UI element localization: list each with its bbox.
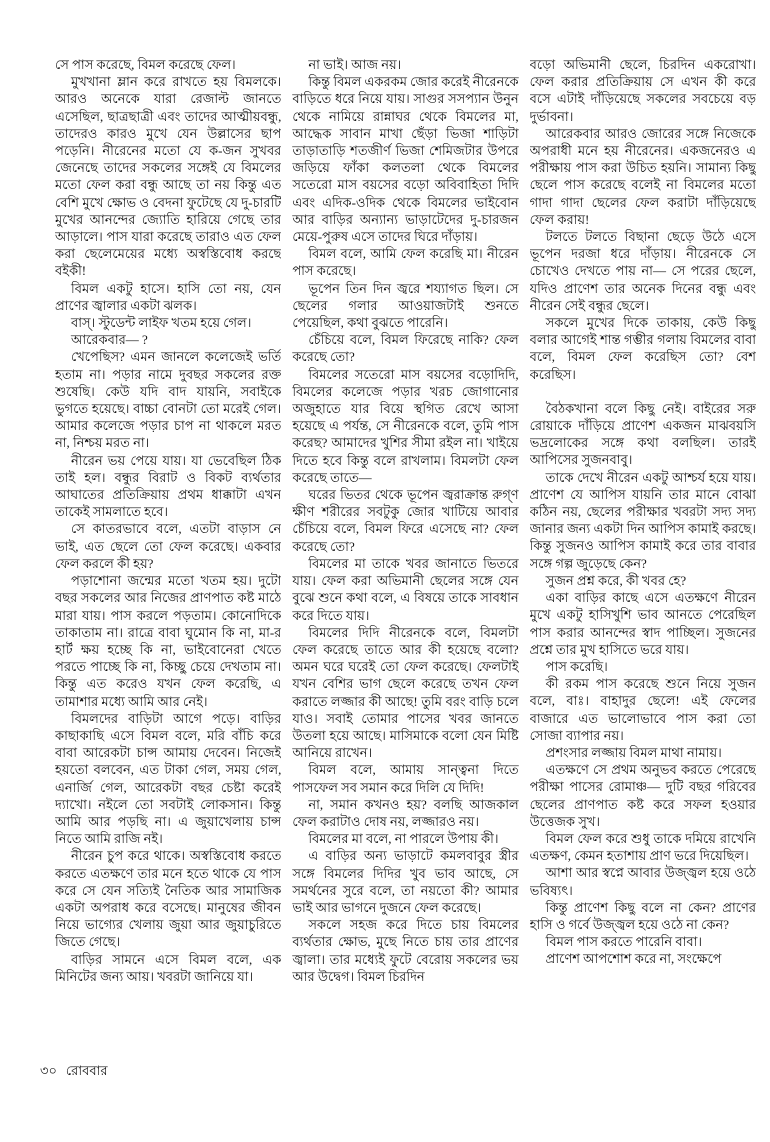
story-paragraph: আরেকবার— ? (71, 332, 148, 348)
story-paragraph: এ বাড়ির অন্য ভাড়াটে কমলবাবুর স্ত্রীর সঙ্গে বিমলের দিদির খুব ভাব আছে, সে সমর্থনের সুরে বলে, তা নয়তো কী? আমার ভাই আর ভাগনে দুজনে ফেল করেছে। (292, 848, 519, 915)
page-footer (40, 1062, 108, 1079)
story-text-body (55, 56, 756, 1051)
story-paragraph: ভূপেন তিন দিন জ্বরে শয্যাগত ছিল। সে ছেলের গলার আওয়াজটাই শুনতে পেয়েছিল, কথা বুঝতে পারেনি। (292, 280, 519, 331)
story-paragraph: বাড়ির সামনে এসে বিমল বলে, এক মিনিটের জন্য আয়। খবরটা জানিয়ে যা। (55, 951, 282, 984)
story-paragraph: একা বাড়ির কাছে এসে এতক্ষণে নীরেন মুখে একটু হাসিখুশি ভাব আনতে পেরেছিল পাস করার আনন্দের স্বাদ পাচ্ছিল। সুজনের প্রশ্নে তার মুখ হাসিতে ভরে যায়। (529, 590, 756, 657)
story-paragraph: সুজন প্রশ্ন করে, কী খবর হে? (545, 572, 687, 588)
story-paragraph: বিমলদের বাড়িটা আগে পড়ে। বাড়ির কাছাকাছি এসে বিমল বলে, মরি বাঁচি করে বাবা আরেকটা চান্স আমায় দেবেন। নিজেই হয়তো বলবেন, এত টাকা গেল, সময় গেল, এনার্জি গেল, আরেকটা বছর চেষ্টা করেই দ্যাখো। নইলে তো সবটাই লোকসান। কিন্তু আমি আর পড়ছি না। এ জুয়াখেলায় চান্স নিতে আমি রাজি নই। (55, 710, 282, 847)
story-paragraph: না ভাই। আজ নয়। (308, 57, 402, 72)
story-paragraph: কী রকম পাস করেছে শুনে নিয়ে সুজন বলে, বাঃ। বাহাদুর ছেলে! এই ফেলের বাজারে এত ভালোভাবে পাস করা তো সোজা ব্যাপার নয়। (529, 676, 756, 743)
story-paragraph: আরেকবার আরও জোরের সঙ্গে নিজেকে অপরাধী মনে হয় নীরেনের। একজনেরও এ পরীক্ষায় পাস করা উচিত হয়নি। সামান্য কিছু ছেলে পাস করেছে বলেই না বিমলের মতো গাদা গাদা ছেলের ফেল করাটা দাঁড়িয়েছে ফেল করায়! (529, 125, 756, 227)
story-paragraph: চেঁচিয়ে বলে, বিমল ফিরেছে নাকি? ফেল করেছে তো? (292, 332, 519, 365)
story-paragraph: ঘরের ভিতর থেকে ভূপেন জ্বরাক্রান্ত রুগ্ণ ক্ষীণ শরীরের সবটুকু জোর খাটিয়ে আবার চেঁচিয়ে বলে, বিমল ফিরে এসেছে না? ফেল করেছে তো? (292, 487, 519, 554)
story-paragraph: বাস্‌। স্টুডেন্ট লাইফ খতম হয়ে গেল। (71, 315, 252, 331)
text-column-middle (292, 56, 518, 1051)
page-number: ৩০ (40, 1063, 57, 1078)
story-paragraph: প্রাণেশ আপশোশ করে না, সংক্ষেপে (545, 951, 722, 967)
story-paragraph: বিমল একটু হাসে। হাসি তো নয়, যেন প্রাণের জ্বালার একটা ঝলক। (55, 280, 282, 313)
story-paragraph: কিন্তু প্রাণেশ কিছু বলে না কেন? প্রাণের হাসি ও গর্বে উজ্জ্বল হয়ে ওঠে না কেন? (529, 899, 756, 932)
story-paragraph: টলতে টলতে বিছানা ছেড়ে উঠে এসে ভূপেন দরজা ধরে দাঁড়ায়। নীরেনকে সে চোখেও দেখতে পায় না— সে পরের ছেলে, যদিও প্রাণেশ তার অনেক দিনের বন্ধু এবং নীরেন সেই বন্ধুর ছেলে। (529, 229, 756, 313)
story-paragraph: বিমলের মা তাকে খবর জানাতে ভিতরে যায়। ফেল করা অভিমানী ছেলের সঙ্গে যেন বুঝে শুনে কথা বলে, এ বিষয়ে তাকে সাবধান করে দিতে যায়। (292, 555, 519, 623)
story-paragraph: সকলে মুখের দিকে তাকায়, কেউ কিছু বলার আগেই শান্ত গম্ভীর গলায় বিমলের বাবা বলে, বিমল ফেল করেছিস তো? বেশ করেছিস। (529, 315, 756, 382)
story-paragraph: মুখখানা ম্লান করে রাখতে হয় বিমলকে। আরও অনেকে যারা রেজাল্ট জানতে এসেছিল, ছাত্রছাত্রী এবং তাদের আত্মীয়বন্ধু, তাদেরও কারও মুখে যেন উল্লাসের ছাপ পড়েনি। নীরেনের মতো যে ক-জন সুখবর জেনেছে তাদের সকলের সঙ্গেই যে বিমলের মতো ফেল করা বন্ধু আছে তা নয় কিন্তু এত বেশি মুখে ক্ষোভ ও বেদনা ফুটেছে যে দু-চারটি মুখের আনন্দের জ্যোতি হারিয়ে গেছে তার আড়ালে। পাস যারা করেছে তারাও এত ফেল করা ছেলেমেয়ের মধ্যে অস্বস্তিবোধ করছে বইকী! (55, 74, 282, 279)
story-paragraph: তাকে দেখে নীরেন একটু আশ্চর্য হয়ে যায়। প্রাণেশ যে আপিস যায়নি তার মানে বোঝা কঠিন নয়, ছেলের পরীক্ষার খবরটা সদ্য সদ্য জানার জন্য একটা দিন আপিস কামাই করছে। কিন্তু সুজনও আপিস কামাই করে তার বাবার সঙ্গে গল্প জুড়েছে কেন? (529, 469, 756, 571)
story-paragraph: না, সমান কখনও হয়? বলছি আজকাল ফেল করাটাও দোষ নয়, লজ্জারও নয়। (292, 796, 519, 829)
story-paragraph: বিমলের সতেরো মাস বয়সের বড়োদিদি, বিমলের কলেজে পড়ার খরচ জোগানোর অজুহাতে যার বিয়ে স্থগিত রেখে আসা হয়েছে এ পর্যন্ত, সে নীরেনকে বলে, তুমি পাস করেছ? আমাদের খুশির সীমা রইল না। খাইয়ে দিতে হবে কিন্তু বলে রাখলাম। বিমলটা ফেল করেছে তাতে— (292, 366, 519, 485)
story-paragraph: বিমল বলে, আমি ফেল করেছি মা। নীরেন পাস করেছে। (292, 246, 519, 279)
story-paragraph: পাস করেছি। (545, 658, 608, 674)
story-paragraph: সে পাস করেছে, বিমল করেছে ফেল। (55, 57, 236, 72)
story-paragraph: বৈঠকখানা বলে কিছু নেই। বাইরের সরু রোয়াকে দাঁড়িয়ে প্রাণেশ একজন মাঝবয়সি ভদ্রলোকের সঙ্গে কথা বলছিল। তারই আপিসের সুজনবাবু। (529, 400, 756, 468)
magazine-name: রোববার (65, 1063, 108, 1078)
story-paragraph: বড়ো অভিমানী ছেলে, চিরদিন একরোখা। ফেল করার প্রতিক্রিয়ায় সে এখন কী করে বসে এটাই দাঁড়িয়েছে সকলের সবচেয়ে বড় দুর্ভাবনা। (529, 57, 756, 124)
story-paragraph: খেপেছিস? এমন জানলে কলেজেই ভর্তি হতাম না। পড়ার নামে দুবছর সকলের রক্ত শুষেছি। কেউ যদি বাদ যায়নি, সবাইকে ভুগতে হয়েছে। বাচ্চা বোনটা তো মরেই গেল। আমার কলেজে পড়ার চাপ না থাকলে মরত না, নিশ্চয় মরত না। (55, 349, 282, 451)
story-paragraph: বিমলের মা বলে, না পারলে উপায় কী। (308, 831, 499, 847)
text-column-right (530, 56, 756, 1051)
story-paragraph: বিমলের দিদি নীরেনকে বলে, বিমলটা ফেল করেছে তাতে আর কী হয়েছে বলো? অমন ঘরে ঘরেই তো ফেল করেছে। ফেলটাই যখন বেশির ভাগ ছেলে করেছে তখন ফেল করাতে লজ্জার কী আছে! তুমি বরং বাড়ি চলে যাও। সবাই তোমার পাসের খবর জানতে উতলা হয়ে আছে। মাসিমাকে বলো যেন মিষ্টি আনিয়ে রাখেন। (292, 624, 519, 761)
story-paragraph: এতক্ষণে সে প্রথম অনুভব করতে পেরেছে পরীক্ষা পাসের রোমাঞ্চ— দুটি বছর গরিবের ছেলের প্রাণপাত কষ্ট করে সফল হওয়ার উত্তেজক সুখ। (529, 762, 756, 829)
story-paragraph: নীরেন চুপ করে থাকে। অস্বস্তিবোধ করতে করতে এতক্ষণে তার মনে হতে থাকে যে পাস করে সে যেন সত্যিই নৈতিক আর সামাজিক একটা অপরাধ করে বসেছে। মানুষের জীবন নিয়ে ভাগ্যের খেলায় জুয়া আর জুয়াচুরিতে জিতে গেছে। (55, 848, 282, 950)
story-paragraph: বিমল বলে, আমায় সান্ত্বনা দিতে পাসফেল সব সমান করে দিলি যে দিদি! (292, 762, 519, 795)
story-paragraph: বিমল পাস করতে পারেনি বাবা। (545, 934, 703, 950)
text-column-left (55, 56, 281, 1051)
story-paragraph: আশা আর স্বপ্নে আবার উজ্জ্বল হয়ে ওঠে ভবিষ্যৎ। (529, 865, 756, 898)
story-paragraph: প্রশংসার লজ্জায় বিমল মাথা নামায়। (545, 744, 722, 760)
story-paragraph: নীরেন ভয় পেয়ে যায়। যা ভেবেছিল ঠিক তাই হল। বন্ধুর বিরাট ও বিকট ব্যর্থতার আঘাতের প্রতিক্রিয়ায় প্রথম ধাক্কাটা এখন তাকেই সামলাতে হবে। (55, 452, 282, 520)
story-paragraph: পড়াশোনা জন্মের মতো খতম হয়। দুটো বছর সকলের আর নিজের প্রাণপাত কষ্ট মাঠে মারা যায়। পাস করলে পড়তাম। কোনোদিকে তাকাতাম না। রাত্রে বাবা ঘুমোন কি না, মা-র হার্ট ক্ষয় হচ্ছে কি না, ভাইবোনেরা খেতে পরতে পাচ্ছে কি না, কিচ্ছু চেয়ে দেখতাম না। কিন্তু এত করেও যখন ফেল করেছি, এ তামাশার মধ্যে আমি আর নেই। (55, 573, 282, 709)
story-paragraph: কিন্তু বিমল একরকম জোর করেই নীরেনকে বাড়িতে ধরে নিয়ে যায়। সাগুর সসপ্যান উনুন থেকে নামিয়ে রান্নাঘর থেকে বিমলের মা, আদ্ধেক সাবান মাখা ছেঁড়া ভিজা শাড়িটা তাড়াতাড়ি শতজীর্ণ ভিজা শেমিজটার উপরে জড়িয়ে ফাঁকা কলতলা থেকে বিমলের সতেরো মাস বয়সের বড়ো অবিবাহিতা দিদি এবং এদিক-ওদিক থেকে বিমলের ভাইবোন আর বাড়ির অন্যান্য ভাড়াটেদের দু-চারজন মেয়ে-পুরুষ এসে তাদের ঘিরে দাঁড়ায়। (292, 74, 519, 245)
story-paragraph: সকলে সহজ করে দিতে চায় বিমলের ব্যর্থতার ক্ষোভ, মুছে নিতে চায় তার প্রাণের জ্বালা। তার মধ্যেই ফুটে বেরোয় সকলের ভয় আর উদ্বেগ। বিমল চিরদিন (292, 917, 519, 984)
story-paragraph: সে কাতরভাবে বলে, এতটা বাড়াস নে ভাই, এত ছেলে তো ফেল করেছে। একবার ফেল করলে কী হয়? (55, 521, 282, 571)
story-paragraph: বিমল ফেল করে শুধু তাকে দমিয়ে রাখেনি এতক্ষণ, কেমন হতাশায় প্রাণ ভরে দিয়েছিল। (529, 830, 756, 864)
